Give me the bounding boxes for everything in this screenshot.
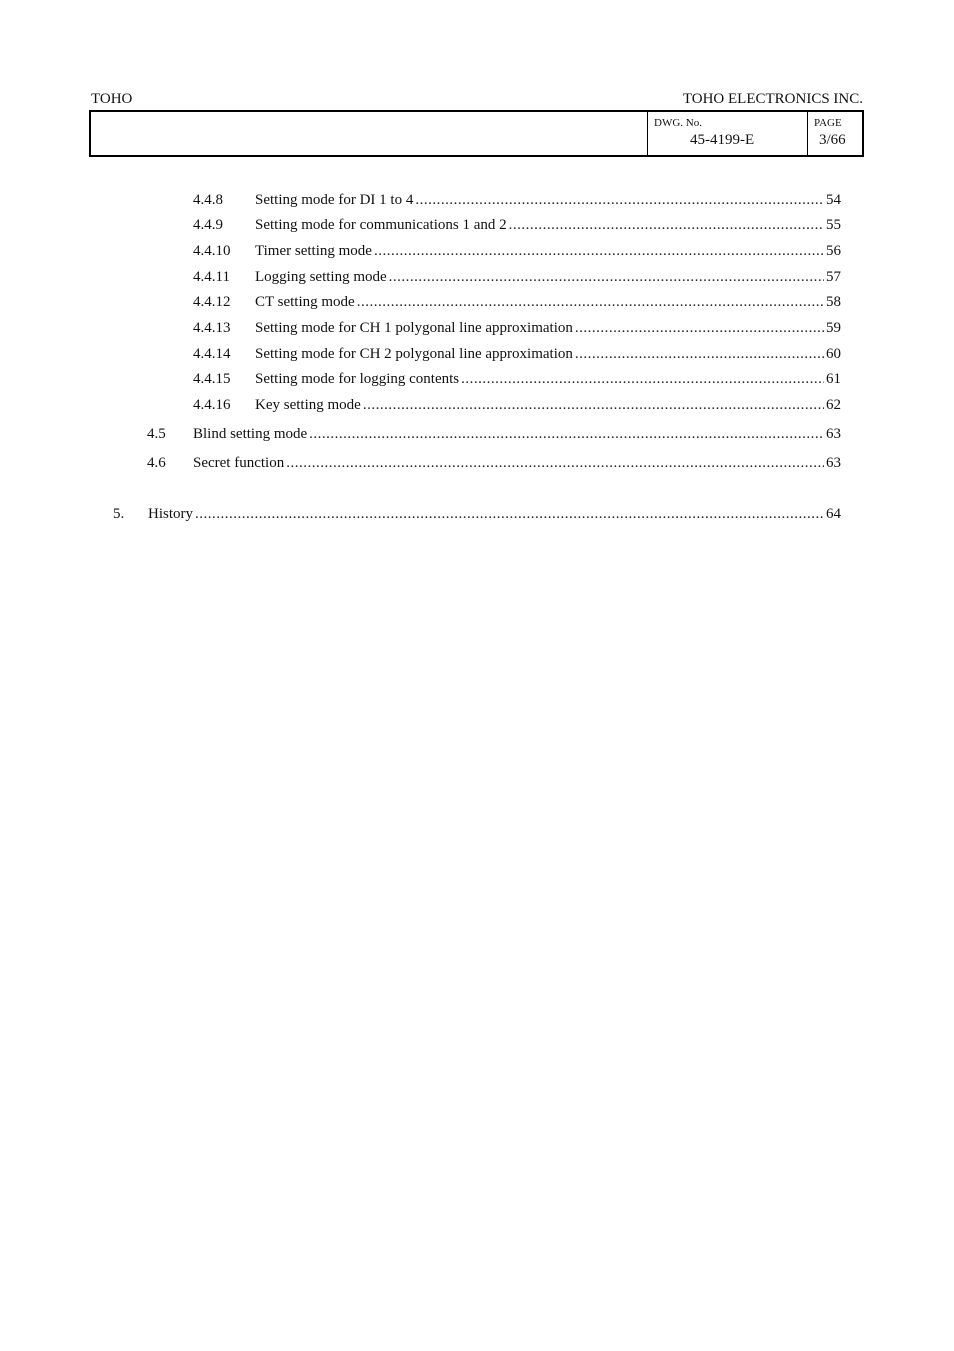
- toc-page: 59: [826, 320, 841, 336]
- toc-entry[interactable]: [0, 292, 841, 312]
- toc-page: 64: [826, 506, 841, 522]
- toc-leader: [389, 267, 824, 287]
- toc-entry[interactable]: [0, 215, 841, 235]
- toc-title: Key setting mode: [255, 397, 361, 413]
- toc-number: 4.4.14: [193, 346, 231, 362]
- toc-number: 4.4.13: [193, 320, 231, 336]
- toc-number: 4.4.8: [193, 192, 223, 208]
- header-company-short: TOHO: [91, 91, 133, 107]
- toc-entry[interactable]: [0, 344, 841, 364]
- toc-number: 4.5: [147, 426, 166, 442]
- toc-number: 4.4.9: [193, 217, 223, 233]
- toc-entry[interactable]: [0, 504, 841, 524]
- toc-title: Timer setting mode: [255, 243, 372, 259]
- page-number: 3/66: [819, 132, 846, 148]
- toc-entry[interactable]: [0, 424, 841, 444]
- toc-leader: [357, 292, 824, 312]
- dwg-cell: [647, 112, 808, 155]
- toc-leader: [461, 369, 824, 389]
- toc-page: 57: [826, 269, 841, 285]
- dwg-number: 45-4199-E: [690, 132, 755, 148]
- toc-title: Setting mode for CH 2 polygonal line approximation: [255, 346, 573, 362]
- toc-entry[interactable]: [0, 318, 841, 338]
- toc-number: 4.4.12: [193, 294, 231, 310]
- toc-title: Setting mode for CH 1 polygonal line approximation: [255, 320, 573, 336]
- toc-entry[interactable]: [0, 395, 841, 415]
- toc-title: Blind setting mode: [193, 426, 308, 442]
- toc-page: 58: [826, 294, 841, 310]
- toc-leader: [415, 190, 824, 210]
- toc-title: Logging setting mode: [255, 269, 387, 285]
- toc-page: 56: [826, 243, 841, 259]
- toc-page: 63: [826, 455, 841, 471]
- toc-entry[interactable]: [0, 241, 841, 261]
- toc-title: History: [148, 506, 193, 522]
- toc-page: 62: [826, 397, 841, 413]
- dwg-label: DWG. No.: [654, 117, 702, 129]
- toc-page: 60: [826, 346, 841, 362]
- toc-number: 4.6: [147, 455, 166, 471]
- toc-title: Setting mode for logging contents: [255, 371, 460, 387]
- toc-number: 5.: [113, 506, 125, 522]
- toc-leader: [309, 424, 824, 444]
- toc-entry[interactable]: [0, 453, 841, 473]
- toc-page: 54: [826, 192, 841, 208]
- toc-title: Secret function: [193, 455, 285, 471]
- toc-title: Setting mode for DI 1 to 4: [255, 192, 414, 208]
- toc-leader: [575, 318, 824, 338]
- toc-entry[interactable]: [0, 190, 841, 210]
- toc-leader: [509, 215, 824, 235]
- toc-number: 4.4.15: [193, 371, 231, 387]
- toc-page: 63: [826, 426, 841, 442]
- toc-title: CT setting mode: [255, 294, 355, 310]
- page-cell: [807, 112, 862, 155]
- toc-leader: [195, 504, 824, 524]
- toc-leader: [575, 344, 824, 364]
- toc-number: 4.4.16: [193, 397, 231, 413]
- toc-number: 4.4.10: [193, 243, 231, 259]
- page-label: PAGE: [814, 117, 842, 129]
- toc-page: 55: [826, 217, 841, 233]
- toc-entry[interactable]: [0, 267, 841, 287]
- toc-number: 4.4.11: [193, 269, 230, 285]
- toc-page: 61: [826, 371, 841, 387]
- title-block: [89, 110, 864, 157]
- toc-leader: [286, 453, 824, 473]
- toc-entry[interactable]: [0, 369, 841, 389]
- toc-leader: [363, 395, 824, 415]
- header-company-full: TOHO ELECTRONICS INC.: [682, 91, 863, 107]
- toc-leader: [374, 241, 824, 261]
- toc-title: Setting mode for communications 1 and 2: [255, 217, 507, 233]
